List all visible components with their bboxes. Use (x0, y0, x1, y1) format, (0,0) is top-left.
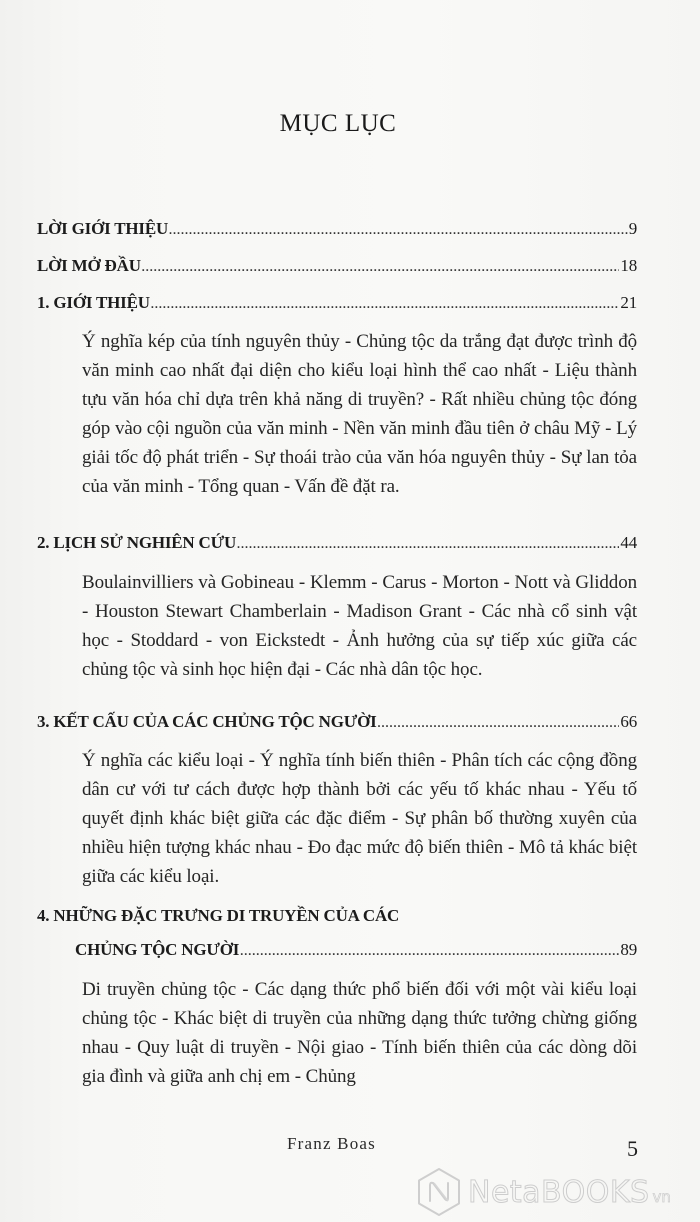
toc-entry-chapter-4[interactable] (75, 940, 637, 961)
dot-leader (378, 713, 620, 733)
toc-entry-chapter-3[interactable] (37, 712, 637, 733)
chapter-3-description: Ý nghĩa các kiểu loại - Ý nghĩa tính biến thiên - Phân tích các cộng đồng dân cư với tư cách được hợp thành bởi các yếu tố khác nhau - Yếu tố quyết định khác biệt giữa các đặc điểm - Sự phân bố thường xuyên của nhiều hiện tượng khác nhau - Đo đạc mức độ biến thiên - Mô tả khác biệt giữa các kiểu loại. (82, 750, 637, 887)
toc-entry-label: LỜI MỞ ĐẦU (37, 256, 141, 275)
toc-entry-label: 1. GIỚI THIỆU (37, 293, 150, 312)
chapter-2-description: Boulainvilliers và Gobineau - Klemm - Carus - Morton - Nott và Gliddon - Houston Stewart Chamberlain - Madison Grant - Các nhà cổ sinh vật học - Stoddard - von Eickstedt - Ảnh hưởng của sự tiếp xúc giữa các chủng tộc và sinh học hiện đại - Các nhà dân tộc học. (82, 572, 637, 680)
dot-leader (240, 941, 619, 961)
watermark-brand: NetaBOOKS (468, 1174, 650, 1210)
netabooks-logo-icon (416, 1167, 462, 1217)
toc-page-number: 66 (620, 712, 637, 731)
toc-entry-loi-gioi-thieu[interactable] (37, 219, 637, 240)
toc-page-number: 21 (620, 293, 637, 312)
toc-entry-label: LỜI GIỚI THIỆU (37, 219, 169, 238)
toc-page-number: 9 (628, 219, 637, 238)
toc-entry-label: 2. LỊCH SỬ NGHIÊN CỨU (37, 533, 237, 552)
dot-leader (142, 257, 620, 277)
dot-leader (237, 534, 619, 554)
toc-entry-chapter-1[interactable] (37, 293, 637, 314)
toc-page-number: 89 (620, 940, 637, 959)
netabooks-watermark (416, 1162, 671, 1222)
toc-page-number: 44 (620, 533, 637, 552)
watermark-tld: vn (652, 1188, 671, 1206)
chapter-1-description: Ý nghĩa kép của tính nguyên thủy - Chủng tộc da trắng đạt được trình độ văn minh cao nhất đại diện cho kiểu loại hình thể cao nhất - Liệu thành tựu văn hóa chỉ dựa trên khả năng di truyền? - Rất nhiều chủng tộc đóng góp vào cội nguồn của văn minh - Nền văn minh đầu tiên ở châu Mỹ - Lý giải tốc độ phát triển - Sự thoái trào của văn hóa nguyên thủy - Sự lan tỏa của văn minh - Tổng quan - Vấn đề đặt ra. (82, 331, 637, 497)
toc-entry-loi-mo-dau[interactable] (37, 256, 637, 277)
toc-entry-label: CHỦNG TỘC NGƯỜI (75, 940, 240, 959)
dot-leader (151, 294, 620, 314)
chapter-4-description: Di truyền chủng tộc - Các dạng thức phổ biến đối với một vài kiểu loại chủng tộc - Khác biệt di truyền của những dạng thức tưởng chừng giống nhau - Quy luật di truyền - Nội giao - Tính biến thiên của các dòng dõi gia đình và giữa anh chị em - Chủng (82, 979, 637, 1087)
dot-leader (169, 220, 628, 240)
footer-page-number: 5 (627, 1136, 638, 1161)
page-title: MỤC LỤC (279, 110, 397, 137)
toc-entry-label: 3. KẾT CẤU CỦA CÁC CHỦNG TỘC NGƯỜI (37, 712, 377, 731)
toc-entry-chapter-4-line-1[interactable]: 4. NHỮNG ĐẶC TRƯNG DI TRUYỀN CỦA CÁC (37, 906, 400, 925)
toc-page-number: 18 (620, 256, 637, 275)
footer-author: Franz Boas (287, 1134, 376, 1153)
toc-entry-chapter-2[interactable] (37, 533, 637, 554)
